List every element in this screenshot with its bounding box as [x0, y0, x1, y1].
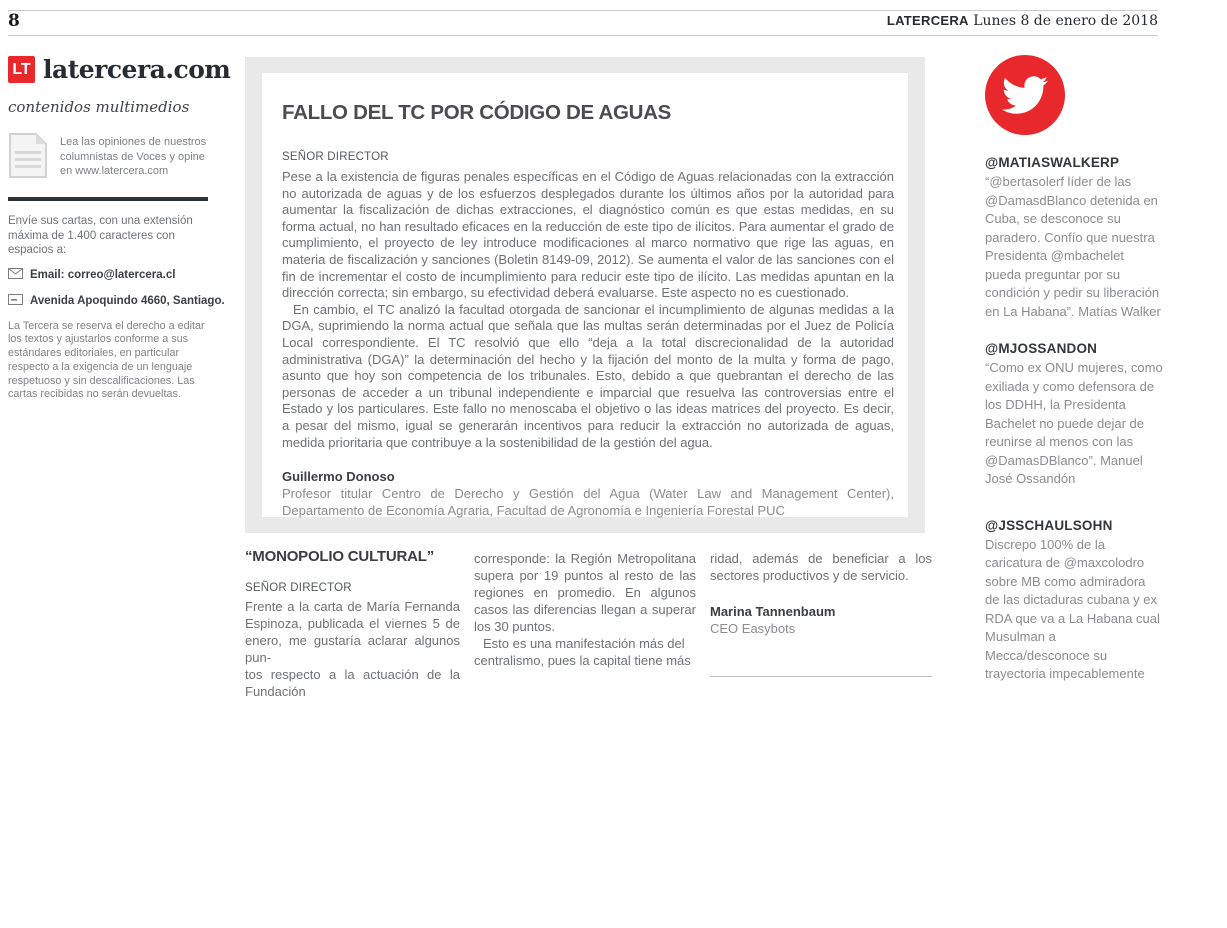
- second-letter-title: “MONOPOLIO CULTURAL”: [245, 548, 435, 565]
- second-letter-column-2: [474, 548, 696, 668]
- featured-letter-paragraph-2: En cambio, el TC analizó la facultad otorgada de sancionar el incumplimiento de algunas medidas a la DGA, suprimiendo la norma actual que señala que las multas serán determinadas por el Juez de Policía Local correspondiente. El TC resolvió que ello “deja a la total discrecionalidad de la autoridad administrativa (DGA)” la determinación del hecho y la fijación del monto de la multa y forma de pago, asunto que hoy son competencia de los tribunales. Esto, debido a que quebrantan el derecho de las personas de acceder a un tribunal independiente e imparcial que resuelva las controversias entre el Estado y los particulares. Este fallo no menoscaba el objetivo o las ideas matrices del proyecto. Es decir, a pesar del mismo, igual se generarán incentivos para reducir la extracción no autorizada de aguas, medida prioritaria que contribuye a la sostenibilidad de la gestión del agua.: [282, 301, 894, 450]
- address-label: Avenida Apoquindo 4660, Santiago.: [30, 294, 225, 307]
- voces-promo-text: Lea las opiniones de nuestros columnistas de Voces y opine en www.latercera.com: [60, 136, 207, 177]
- page-number: 8: [8, 11, 20, 31]
- second-letter-author: Marina Tannenbaum: [710, 604, 836, 619]
- tweet-handle: @MATIASWALKERP: [985, 155, 1120, 170]
- second-letter-section: [245, 548, 933, 699]
- header-top-rule: [8, 10, 1158, 11]
- featured-letter-panel: [245, 57, 925, 533]
- tweet-handle: @JSSCHAULSOHN: [985, 517, 1113, 533]
- second-letter-col3-text: ridad, además de beneficiar a los sectores productivos y de servicio.: [710, 551, 932, 583]
- email-label: Email: correo@latercera.cl: [30, 268, 176, 281]
- tweet-item: [985, 155, 1163, 321]
- email-row: [8, 266, 232, 284]
- twitter-bird-icon: [1002, 72, 1048, 118]
- second-letter-col1-text: Frente a la carta de María Fernanda Espinoza, publicada el viernes 5 de enero, me gustaría aclarar algunos pun-: [245, 599, 460, 665]
- clipped-line: trayectoria impecablemente: [985, 666, 1145, 681]
- second-letter-col2-paragraph-2: Esto es una manifestación más del: [483, 636, 685, 651]
- tweets-column: [985, 55, 1163, 681]
- lt-logo-icon: LT: [8, 56, 35, 83]
- envelope-icon: [8, 266, 23, 284]
- letters-instructions: Envíe sus cartas, con una extensión máxima de 1.400 caracteres con espacios a:: [8, 215, 193, 256]
- tweet-text: “Como ex ONU mujeres, como exiliada y como defensora de los DDHH, la Presidenta Bachelet no puede dejar de reunirse al menos con las @DamasDBlanco”. Manuel José Ossandón: [985, 360, 1163, 486]
- clipped-line: centralismo, pues la capital tiene más: [474, 653, 691, 668]
- clipped-line: tos respecto a la actuación de la Fundación: [245, 667, 460, 699]
- featured-letter-title: FALLO DEL TC POR CÓDIGO DE AGUAS: [282, 101, 672, 124]
- featured-letter-inner: [262, 73, 908, 517]
- tweet-item: [985, 517, 1163, 681]
- second-letter-author-title: CEO Easybots: [710, 621, 796, 636]
- second-letter-column-3: [710, 548, 932, 662]
- featured-letter-author: Guillermo Donoso: [282, 469, 395, 485]
- address-row: [8, 292, 232, 310]
- column-end-rule: [710, 676, 932, 677]
- masthead-date: Lunes 8 de enero de 2018: [973, 13, 1158, 29]
- masthead: [700, 13, 1158, 29]
- tweet-handle: @MJOSSANDON: [985, 341, 1098, 356]
- featured-letter-paragraph-1: Pese a la existencia de figuras penales específicas en el Código de Aguas relacionadas con la extracción no autorizada de aguas y de los esfuerzos desplegados durante los últimos años por la autoridad para aumentar la fiscalización de dichas extracciones, el diagnóstico común es que estas medidas, en su forma actual, no han resultado eficaces en la reducción de este tipo de ilícitos. Para aumentar el grado de cumplimiento, el proyecto de ley introduce modificaciones al marco normativo que rige las aguas, en materia de fiscalización y sanciones (Boletin 8149-09, 2012). Se aumenta el valor de las sanciones con el fin de incrementar el costo de incumplimiento para reducir este tipo de ilícito. Las medidas apuntan en la dirección correcta; sin embargo, su efectividad deberá evaluarse. Este aspecto no es cuestionado.: [282, 169, 894, 301]
- second-letter-salutation: SEÑOR DIRECTOR: [245, 582, 352, 594]
- tweet-text: “@bertasolerf líder de las @DamasdBlanco detenida en Cuba, se desconoce su paradero. Confío que nuestra Presidenta @mbachelet pueda preguntar por su condición y pedir su liberación en La Habana”. Matías Walker: [985, 174, 1161, 319]
- second-letter-column-1: [245, 548, 460, 699]
- address-card-icon: [8, 292, 23, 310]
- latercera-logo: [8, 55, 232, 84]
- featured-letter-author-title: Profesor titular Centro de Derecho y Gestión del Agua (Water Law and Management Center), Departamento de Economía Agraria, Facultad de Agronomía e Ingeniería Forestal PUC: [282, 486, 894, 518]
- featured-letter-salutation: SEÑOR DIRECTOR: [282, 151, 389, 163]
- sidebar-divider-bar: [8, 197, 208, 201]
- twitter-badge: [985, 55, 1065, 135]
- second-letter-col2-paragraph-1: corresponde: la Región Metropolitana supera por 19 puntos al resto de las regiones en promedio. En algunos casos las diferencias llegan a superar los 30 puntos.: [474, 551, 696, 634]
- masthead-brand: LATERCERA: [886, 13, 969, 28]
- document-icon: [8, 133, 48, 184]
- logo-domain-text: latercera.com: [43, 55, 231, 84]
- tweet-text: Discrepo 100% de la caricatura de @maxcolodro sobre MB como admiradora de las dictaduras cubana y ex RDA que va a La Habana cual Musulman a Mecca/desconoce su: [985, 536, 1160, 663]
- sidebar: [8, 55, 232, 402]
- header-bottom-rule: [8, 35, 1158, 36]
- legal-notice: La Tercera se reserva el derecho a editar los textos y ajustarlos conforme a sus estándares editoriales, en particular respecto a la exigencia de un lenguaje respetuoso y sin descalificaciones. Las cartas recibidas no serán devueltas.: [8, 319, 205, 401]
- tweet-item: [985, 341, 1163, 489]
- sidebar-tagline: contenidos multimedios: [8, 98, 190, 116]
- voces-promo: [8, 133, 232, 184]
